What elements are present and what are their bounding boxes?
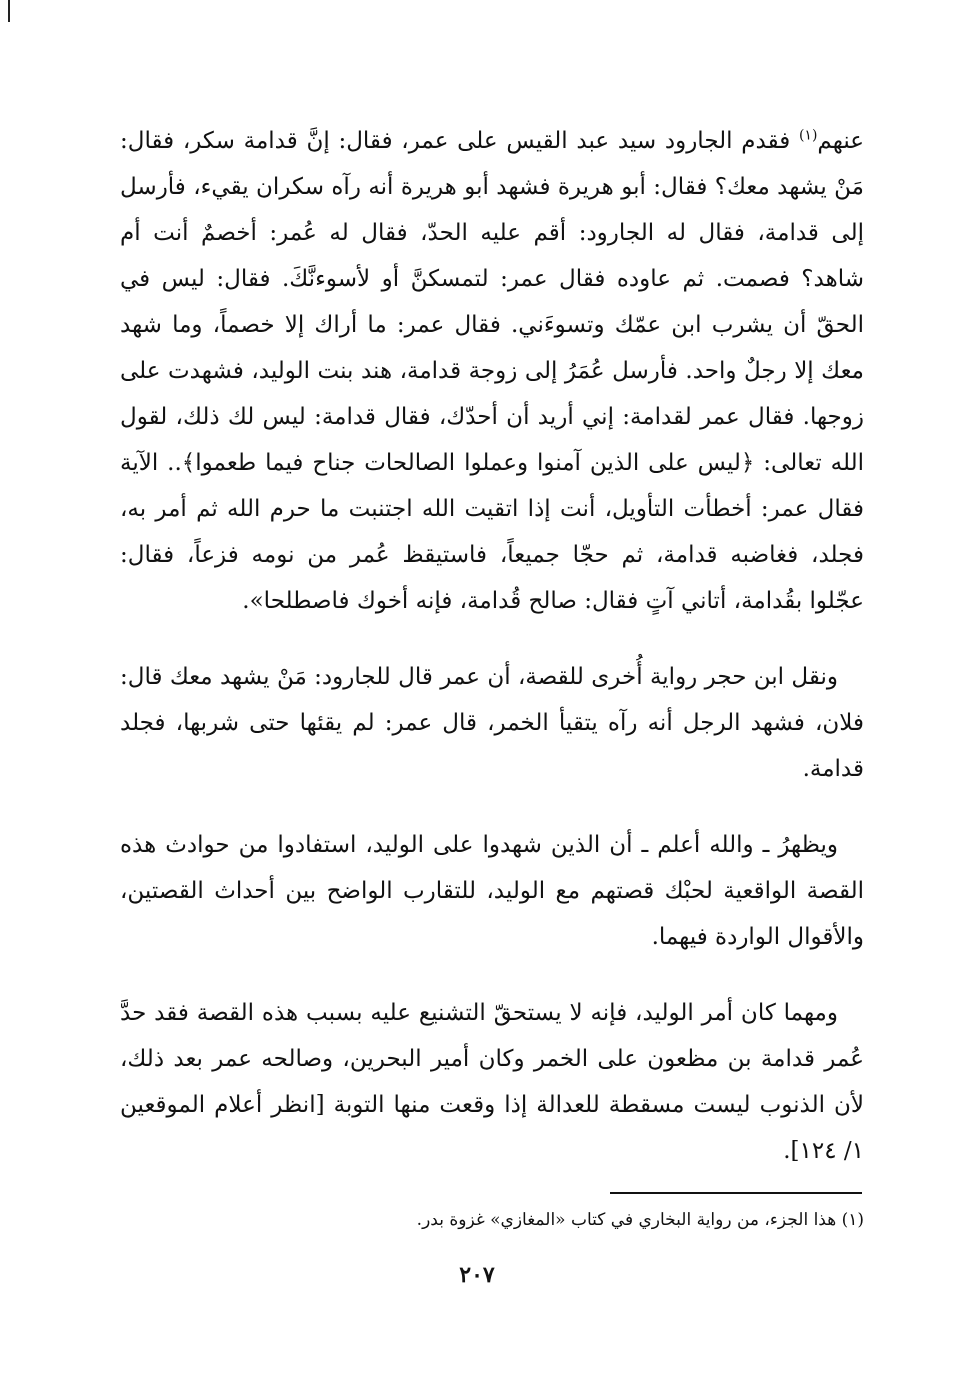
body-text bbox=[120, 118, 864, 1204]
paragraph-4 bbox=[120, 990, 864, 1174]
paragraph-text: ونقل ابن حجر رواية أُخرى للقصة، أن عمر قال للجارود: مَنْ يشهد معك قال: فلان، فشهد الرجل أنه رآه يتقيأ الخمر، قال عمر: لم يقئها حتى شربها، فجلد قدامة. bbox=[120, 664, 864, 782]
paragraph-lead-word: عنهم bbox=[817, 128, 864, 154]
paragraph-1 bbox=[120, 118, 864, 624]
footnote: (١) هذا الجزء، من رواية البخاري في كتاب «المغازي» غزوة بدر. bbox=[416, 1210, 864, 1230]
paragraph-3 bbox=[120, 822, 864, 960]
paragraph-text: ومهما كان أمر الوليد، فإنه لا يستحقّ التشنيع عليه بسبب هذه القصة فقد حدَّ عُمر قدامة بن مظعون على الخمر وكان أمير البحرين، وصالحه عمر بعد ذلك، لأن الذنوب ليست مسقطة للعدالة إذا وقعت منها التوبة [انظر أعلام الموقعين ١/ ١٢٤]. bbox=[120, 1000, 865, 1164]
paragraph-text: ويظهرُ ـ والله أعلم ـ أن الذين شهدوا على الوليد، استفادوا من حوادث هذه القصة الواقعية لحبْك قصتهم مع الوليد، للتقارب الواضح بين أحداث القصتين، والأقوال الواردة فيهما. bbox=[120, 832, 864, 950]
page-number: ٢٠٧ bbox=[459, 1262, 495, 1288]
footnote-marker[interactable]: (١) bbox=[798, 127, 818, 144]
footnote-divider bbox=[610, 1192, 862, 1194]
scan-edge-mark bbox=[8, 0, 10, 22]
paragraph-text: فقدم الجارود سيد عبد القيس على عمر، فقال: إنَّ قدامة سكر، فقال: مَنْ يشهد معك؟ فقال: أبو هريرة فشهد أبو هريرة أنه رآه سكران يقيء، فأرسل إلى قدامة، فقال له الجارود: أقم عليه الحدّ، فقال له عُمر: أخصمٌ أنت أم شاهد؟ فصمت. ثم عاوده فقال عمر: لتمسكنَّ أو لأسوءنَّكَ. فقال: ليس في الحقّ أن يشرب ابن عمّك وتسوءَني. فقال عمر: ما أراك إلا خصماً، وما شهد معك إلا رجلٌ واحد. فأرسل عُمَرُ إلى زوجة قدامة، هند بنت الوليد، فشهدت على زوجها. فقال عمر لقدامة: إني أريد أن أحدّك، فقال قدامة: ليس لك ذلك، لقول الله تعالى: ﴿ليس على الذين آمنوا وعملوا الصالحات جناح فيما طعموا﴾.. الآية فقال عمر: أخطأت التأويل، أنت إذا اتقيت الله اجتنبت ما حرم الله ثم أمر به، فجلد، فغاضبه قدامة، ثم حجّا جميعاً، فاستيقظ عُمر من نومه فزعاً، فقال: عجّلوا بقُدامة، أتاني آتٍ فقال: صالح قُدامة، فإنه أخوك فاصطلحا». bbox=[120, 128, 865, 614]
paragraph-2 bbox=[120, 654, 864, 792]
